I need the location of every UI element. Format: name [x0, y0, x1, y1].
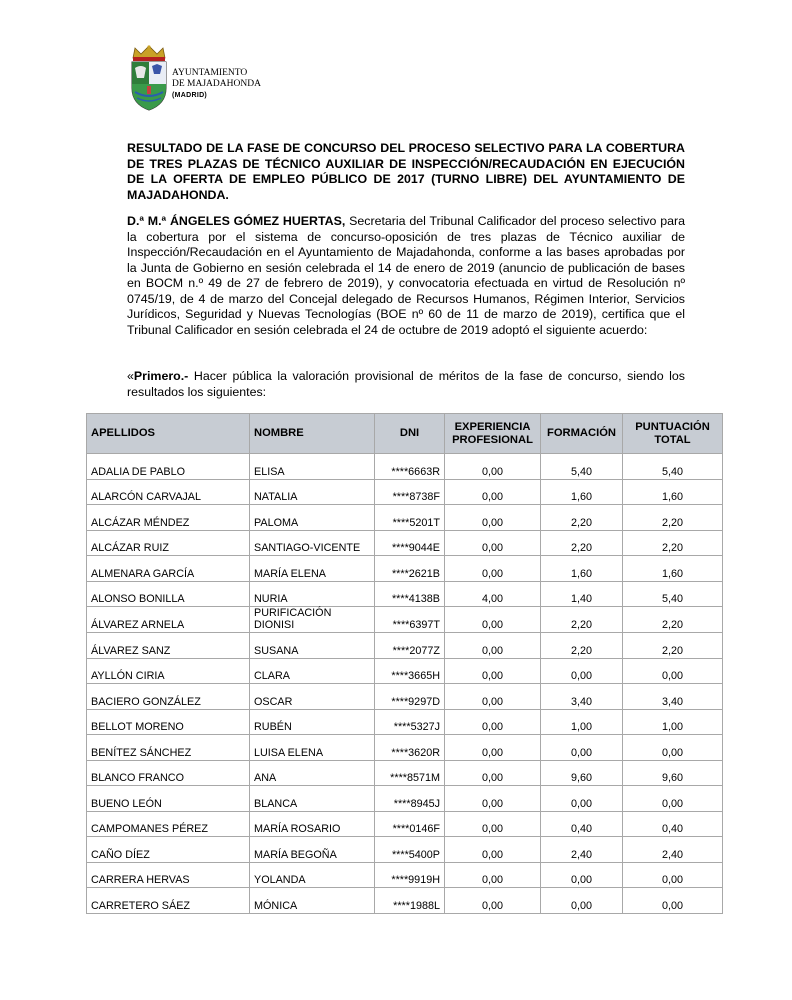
- cell-apellidos: ALONSO BONILLA: [87, 581, 250, 607]
- secretary-name: D.ª M.ª ÁNGELES GÓMEZ HUERTAS,: [127, 214, 346, 228]
- quote-mark: «: [127, 369, 134, 383]
- table-row: [87, 581, 723, 607]
- cell-total: 1,00: [623, 709, 723, 735]
- table-row: [87, 888, 723, 914]
- cell-formacion: 1,60: [541, 479, 623, 505]
- cell-experiencia: 0,00: [445, 811, 541, 837]
- table-header-row: [87, 414, 723, 454]
- table-row: [87, 633, 723, 659]
- primero-paragraph: [127, 369, 685, 400]
- cell-dni: ****9919H: [375, 862, 445, 888]
- cell-nombre: MARÍA BEGOÑA: [250, 837, 375, 863]
- cell-experiencia: 0,00: [445, 607, 541, 633]
- cell-apellidos: BLANCO FRANCO: [87, 760, 250, 786]
- org-line-3: (MADRID): [172, 92, 208, 99]
- cell-nombre: SUSANA: [250, 633, 375, 659]
- cell-nombre: ANA: [250, 760, 375, 786]
- cell-dni: ****9044E: [375, 530, 445, 556]
- cell-nombre: MÓNICA: [250, 888, 375, 914]
- cell-formacion: 2,20: [541, 505, 623, 531]
- cell-total: 0,40: [623, 811, 723, 837]
- cell-apellidos: AYLLÓN CIRIA: [87, 658, 250, 684]
- table-row: [87, 811, 723, 837]
- results-table: [86, 413, 723, 914]
- cell-apellidos: ADALIA DE PABLO: [87, 454, 250, 480]
- cell-total: 0,00: [623, 786, 723, 812]
- cell-total: 2,20: [623, 633, 723, 659]
- cell-total: 2,40: [623, 837, 723, 863]
- cell-experiencia: 0,00: [445, 658, 541, 684]
- cell-nombre: ELISA: [250, 454, 375, 480]
- cell-experiencia: 0,00: [445, 633, 541, 659]
- cell-experiencia: 0,00: [445, 556, 541, 582]
- cell-nombre: CLARA: [250, 658, 375, 684]
- cell-apellidos: ALCÁZAR MÉNDEZ: [87, 505, 250, 531]
- cell-nombre: PALOMA: [250, 505, 375, 531]
- cell-formacion: 2,20: [541, 530, 623, 556]
- document-title: RESULTADO DE LA FASE DE CONCURSO DEL PROCESO SELECTIVO PARA LA COBERTURA DE TRES PLAZAS DE TÉCNICO AUXILIAR DE INSPECCIÓN/RECAUDACIÓN EN EJECUCIÓN DE LA OFERTA DE EMPLEO PÚBLICO DE 2017 (TURNO LIBRE) DEL AYUNTAMIENTO DE MAJADAHONDA.: [127, 141, 685, 202]
- table-row: [87, 530, 723, 556]
- cell-experiencia: 0,00: [445, 479, 541, 505]
- cell-dni: ****6663R: [375, 454, 445, 480]
- cell-apellidos: ALCÁZAR RUIZ: [87, 530, 250, 556]
- intro-paragraph: [127, 214, 685, 338]
- cell-dni: ****2621B: [375, 556, 445, 582]
- header-experiencia: EXPERIENCIA PROFESIONAL: [445, 414, 541, 454]
- table-row: [87, 556, 723, 582]
- table-row: [87, 837, 723, 863]
- cell-total: 5,40: [623, 454, 723, 480]
- intro-text: Secretaria del Tribunal Calificador del proceso selectivo para la cobertura por el sistema de concurso-oposición de tres plazas de Técnico auxiliar de Inspección/Recaudación en el Ayuntamiento de Majadahonda, conforme a las bases aprobadas por la Junta de Gobierno en sesión celebrada el 14 de enero de 2019 (anuncio de publicación de bases en BOCM n.º 49 de 27 de febrero de 2019), y convocatoria efectuada en virtud de Resolución nº 0745/19, de 4 de marzo del Concejal delegado de Recursos Humanos, Régimen Interior, Servicios Jurídicos, Seguridad y Nuevas Tecnologías (BOE nº 60 de 11 de marzo de 2019), certifica que el Tribunal Calificador en sesión celebrada el 24 de octubre de 2019 adoptó el siguiente acuerdo:: [127, 214, 685, 337]
- header-nombre: NOMBRE: [250, 414, 375, 454]
- table-row: [87, 862, 723, 888]
- cell-total: 0,00: [623, 862, 723, 888]
- cell-apellidos: CARRETERO SÁEZ: [87, 888, 250, 914]
- cell-dni: ****3620R: [375, 735, 445, 761]
- header-formacion: FORMACIÓN: [541, 414, 623, 454]
- cell-experiencia: 0,00: [445, 709, 541, 735]
- cell-total: 5,40: [623, 581, 723, 607]
- cell-apellidos: BENÍTEZ SÁNCHEZ: [87, 735, 250, 761]
- cell-total: 1,60: [623, 556, 723, 582]
- cell-nombre: LUISA ELENA: [250, 735, 375, 761]
- cell-apellidos: CAMPOMANES PÉREZ: [87, 811, 250, 837]
- cell-nombre: MARÍA ROSARIO: [250, 811, 375, 837]
- cell-dni: ****5400P: [375, 837, 445, 863]
- cell-experiencia: 0,00: [445, 888, 541, 914]
- cell-nombre: PURIFICACIÓN DIONISI: [250, 607, 375, 633]
- cell-apellidos: BACIERO GONZÁLEZ: [87, 684, 250, 710]
- cell-experiencia: 0,00: [445, 505, 541, 531]
- cell-nombre: NATALIA: [250, 479, 375, 505]
- table-row: [87, 658, 723, 684]
- cell-nombre: SANTIAGO-VICENTE: [250, 530, 375, 556]
- cell-total: 1,60: [623, 479, 723, 505]
- cell-formacion: 0,40: [541, 811, 623, 837]
- header-apellidos: APELLIDOS: [87, 414, 250, 454]
- cell-apellidos: ÁLVAREZ SANZ: [87, 633, 250, 659]
- cell-apellidos: ÁLVAREZ ARNELA: [87, 607, 250, 633]
- cell-apellidos: ALARCÓN CARVAJAL: [87, 479, 250, 505]
- cell-total: 0,00: [623, 735, 723, 761]
- cell-experiencia: 0,00: [445, 862, 541, 888]
- cell-nombre: OSCAR: [250, 684, 375, 710]
- cell-formacion: 1,60: [541, 556, 623, 582]
- primero-text: Hacer pública la valoración provisional de méritos de la fase de concurso, siendo los resultados los siguientes:: [127, 369, 685, 399]
- cell-dni: ****8738F: [375, 479, 445, 505]
- cell-dni: ****2077Z: [375, 633, 445, 659]
- cell-formacion: 1,00: [541, 709, 623, 735]
- table-row: [87, 454, 723, 480]
- table-row: [87, 786, 723, 812]
- cell-formacion: 0,00: [541, 888, 623, 914]
- cell-nombre: YOLANDA: [250, 862, 375, 888]
- cell-experiencia: 0,00: [445, 735, 541, 761]
- table-row: [87, 735, 723, 761]
- cell-dni: ****8945J: [375, 786, 445, 812]
- cell-total: 0,00: [623, 888, 723, 914]
- cell-total: 2,20: [623, 607, 723, 633]
- cell-experiencia: 0,00: [445, 684, 541, 710]
- table-row: [87, 505, 723, 531]
- cell-nombre: RUBÉN: [250, 709, 375, 735]
- cell-dni: ****1988L: [375, 888, 445, 914]
- cell-formacion: 0,00: [541, 862, 623, 888]
- coat-of-arms-icon: [127, 44, 171, 112]
- table-row: [87, 684, 723, 710]
- cell-dni: ****5201T: [375, 505, 445, 531]
- cell-formacion: 2,20: [541, 607, 623, 633]
- cell-dni: ****4138B: [375, 581, 445, 607]
- cell-total: 2,20: [623, 505, 723, 531]
- table-row: [87, 607, 723, 633]
- cell-total: 9,60: [623, 760, 723, 786]
- cell-dni: ****6397T: [375, 607, 445, 633]
- cell-formacion: 1,40: [541, 581, 623, 607]
- cell-experiencia: 0,00: [445, 786, 541, 812]
- cell-experiencia: 0,00: [445, 454, 541, 480]
- table-row: [87, 709, 723, 735]
- cell-apellidos: CAÑO DÍEZ: [87, 837, 250, 863]
- cell-formacion: 3,40: [541, 684, 623, 710]
- cell-dni: ****9297D: [375, 684, 445, 710]
- table-row: [87, 479, 723, 505]
- cell-apellidos: BELLOT MORENO: [87, 709, 250, 735]
- cell-total: 3,40: [623, 684, 723, 710]
- cell-formacion: 5,40: [541, 454, 623, 480]
- cell-experiencia: 0,00: [445, 530, 541, 556]
- cell-formacion: 0,00: [541, 786, 623, 812]
- cell-dni: ****8571M: [375, 760, 445, 786]
- cell-dni: ****3665H: [375, 658, 445, 684]
- cell-formacion: 9,60: [541, 760, 623, 786]
- cell-experiencia: 4,00: [445, 581, 541, 607]
- cell-total: 2,20: [623, 530, 723, 556]
- cell-formacion: 2,40: [541, 837, 623, 863]
- cell-dni: ****0146F: [375, 811, 445, 837]
- cell-formacion: 0,00: [541, 658, 623, 684]
- cell-apellidos: BUENO LEÓN: [87, 786, 250, 812]
- cell-experiencia: 0,00: [445, 837, 541, 863]
- org-line-1: AYUNTAMIENTO: [172, 68, 248, 78]
- cell-formacion: 0,00: [541, 735, 623, 761]
- org-line-2: DE MAJADAHONDA: [172, 79, 261, 89]
- cell-experiencia: 0,00: [445, 760, 541, 786]
- header-dni: DNI: [375, 414, 445, 454]
- cell-total: 0,00: [623, 658, 723, 684]
- cell-apellidos: CARRERA HERVAS: [87, 862, 250, 888]
- cell-apellidos: ALMENARA GARCÍA: [87, 556, 250, 582]
- cell-nombre: MARÍA ELENA: [250, 556, 375, 582]
- primero-label: Primero.-: [133, 369, 189, 383]
- header-puntuacion: PUNTUACIÓN TOTAL: [623, 414, 723, 454]
- organization-name: [172, 68, 312, 101]
- cell-nombre: BLANCA: [250, 786, 375, 812]
- table-row: [87, 760, 723, 786]
- cell-formacion: 2,20: [541, 633, 623, 659]
- cell-dni: ****5327J: [375, 709, 445, 735]
- cell-nombre: NURIA: [250, 581, 375, 607]
